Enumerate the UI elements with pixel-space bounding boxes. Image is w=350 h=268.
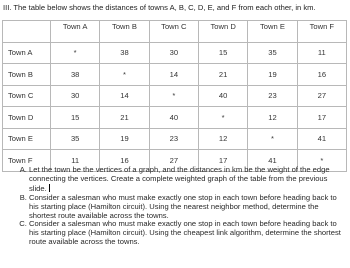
- question-list: [0, 166, 344, 247]
- table-cell: 15: [198, 42, 247, 64]
- table-cell: 41: [248, 150, 297, 172]
- table-corner-cell: [3, 21, 51, 43]
- table-row: [3, 128, 347, 150]
- column-header: Town E: [248, 21, 297, 43]
- text-cursor: [49, 184, 50, 192]
- table-cell: 16: [100, 150, 149, 172]
- table-cell: 19: [248, 64, 297, 86]
- table-cell: *: [297, 150, 346, 172]
- distance-table: [2, 20, 347, 172]
- table-header-row: [3, 21, 347, 43]
- table-cell: 41: [297, 128, 346, 150]
- question-text: Let the town be the vertices of a graph, and the distances in km be the weight of the edge connecting the vertices. Create a complete weighted graph of the table from the previous slide.: [29, 165, 330, 193]
- table-cell: 23: [149, 128, 198, 150]
- table-row: [3, 107, 347, 129]
- table-cell: 35: [51, 128, 100, 150]
- table-cell: 21: [198, 64, 247, 86]
- row-header: Town B: [3, 64, 51, 86]
- column-header: Town B: [100, 21, 149, 43]
- table-cell: 19: [100, 128, 149, 150]
- table-cell: 17: [198, 150, 247, 172]
- column-header: Town D: [198, 21, 247, 43]
- table-cell: 38: [100, 42, 149, 64]
- table-cell: 38: [51, 64, 100, 86]
- table-cell: 15: [51, 107, 100, 129]
- table-cell: *: [51, 42, 100, 64]
- question-text: Consider a salesman who must make exactly one stop in each town before heading back to his starting place (Hamilton circuit). Using the nearest neighbor method, determine the shortest route available across the towns.: [29, 192, 337, 220]
- table-cell: 14: [149, 64, 198, 86]
- table-cell: 11: [297, 42, 346, 64]
- table-cell: *: [100, 64, 149, 86]
- question-item: [29, 166, 344, 194]
- question-text: Consider a salesman who must make exactly one stop in each town before heading back to his starting place (Hamilton circuit). Using the cheapest link algorithm, determine the shortest route available across the towns.: [29, 219, 341, 247]
- table-cell: 40: [198, 85, 247, 107]
- table-cell: *: [198, 107, 247, 129]
- table-cell: 27: [149, 150, 198, 172]
- table-row: [3, 64, 347, 86]
- table-cell: 16: [297, 64, 346, 86]
- row-header: Town C: [3, 85, 51, 107]
- table-cell: 27: [297, 85, 346, 107]
- table-cell: 21: [100, 107, 149, 129]
- section-heading: III. The table below shows the distances of towns A, B, C, D, E, and F from each other, in km.: [3, 3, 316, 12]
- table-cell: 30: [51, 85, 100, 107]
- row-header: Town E: [3, 128, 51, 150]
- table-cell: 35: [248, 42, 297, 64]
- question-item: [29, 194, 344, 221]
- row-header: Town D: [3, 107, 51, 129]
- column-header: Town C: [149, 21, 198, 43]
- table-cell: 12: [198, 128, 247, 150]
- table-cell: 17: [297, 107, 346, 129]
- table-cell: *: [149, 85, 198, 107]
- table-cell: *: [248, 128, 297, 150]
- table-cell: 14: [100, 85, 149, 107]
- table-cell: 11: [51, 150, 100, 172]
- row-header: Town A: [3, 42, 51, 64]
- question-item: [29, 220, 344, 247]
- column-header: Town A: [51, 21, 100, 43]
- table-cell: 12: [248, 107, 297, 129]
- column-header: Town F: [297, 21, 346, 43]
- table-cell: 23: [248, 85, 297, 107]
- table-cell: 40: [149, 107, 198, 129]
- row-header: Town F: [3, 150, 51, 172]
- table-row: [3, 42, 347, 64]
- table-row: [3, 85, 347, 107]
- table-cell: 30: [149, 42, 198, 64]
